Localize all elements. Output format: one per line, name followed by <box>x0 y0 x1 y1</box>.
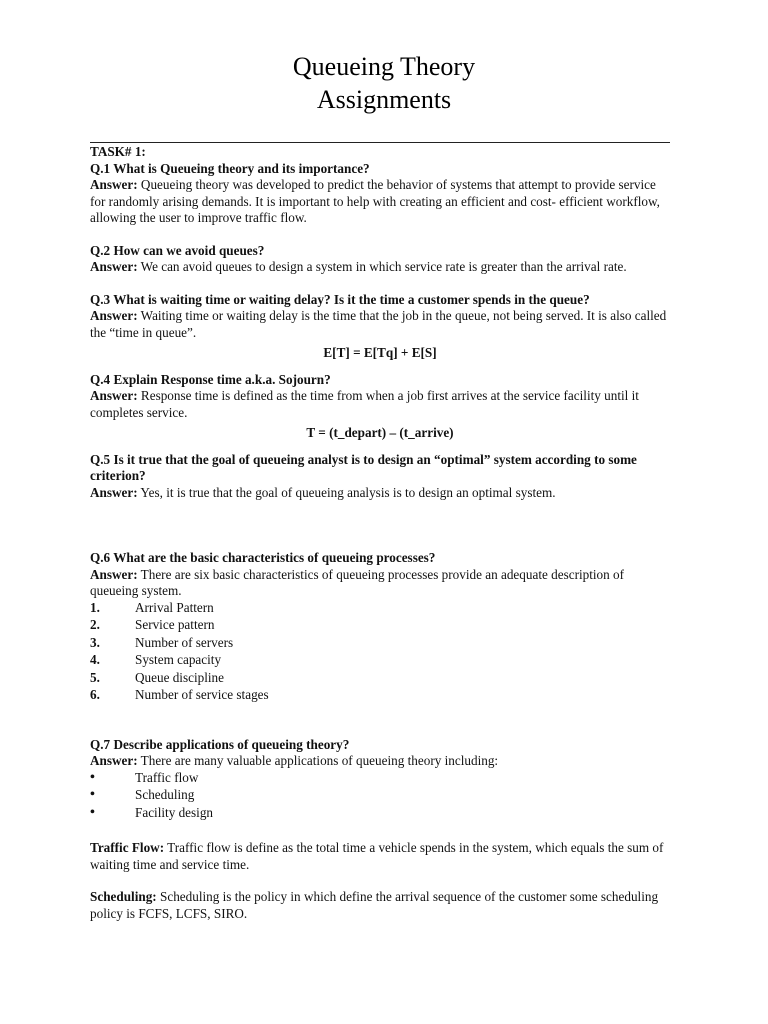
list-item <box>90 652 670 670</box>
q3-answer-label: Answer: <box>90 308 138 323</box>
traffic-flow-text: Traffic flow is define as the total time a vehicle spends in the system, which equals the sum of waiting time and service time. <box>90 840 664 872</box>
bullet-icon: • <box>90 769 95 785</box>
list-item <box>90 600 670 618</box>
list-item <box>90 787 670 805</box>
list-item-text: Scheduling <box>135 787 195 802</box>
traffic-flow-paragraph <box>90 840 670 873</box>
list-item <box>90 670 670 688</box>
q7-answer <box>90 753 670 770</box>
list-item <box>90 687 670 705</box>
q7-answer-text: There are many valuable applications of queueing theory including: <box>137 753 499 768</box>
q1-answer-label: Answer: <box>90 177 138 192</box>
q5-question: Q.5 Is it true that the goal of queueing analyst is to design an “optimal” system according to some criterion? <box>90 451 637 483</box>
list-item <box>90 617 670 635</box>
list-number: 6. <box>90 687 100 702</box>
list-item-text: System capacity <box>135 652 222 667</box>
q3-question: Q.3 What is waiting time or waiting delay? Is it the time a customer spends in the queue? <box>90 291 590 307</box>
q3-formula: E[T] = E[Tq] + E[S] <box>323 345 437 360</box>
q5-answer-label: Answer: <box>90 484 138 500</box>
q4-answer <box>90 388 670 421</box>
page-title <box>0 50 768 116</box>
q1-answer-text: Queueing theory was developed to predict the behavior of systems that attempt to provide service for randomly arising demands. It is important to help with creating an efficient and cost- efficient workflow, allowing the user to improve traffic flow. <box>90 177 660 225</box>
list-number: 4. <box>90 652 100 667</box>
q2-answer-text: We can avoid queues to design a system in which service rate is greater than the arrival rate. <box>137 259 627 274</box>
q1-answer <box>90 177 670 227</box>
title-line-1: Queueing Theory <box>292 52 476 81</box>
list-item-text: Arrival Pattern <box>135 599 214 615</box>
horizontal-rule <box>90 142 670 143</box>
list-item-text: Service pattern <box>135 617 215 632</box>
q5-answer <box>90 485 670 502</box>
scheduling-paragraph <box>90 889 670 922</box>
q7-answer-label: Answer: <box>90 753 138 768</box>
q4-answer-text: Response time is defined as the time from when a job first arrives at the service facility until it completes service. <box>90 388 639 420</box>
traffic-flow-label: Traffic Flow: <box>90 840 165 855</box>
q6-answer <box>90 567 670 600</box>
q6-question: Q.6 What are the basic characteristics of queueing processes? <box>90 550 436 565</box>
title-line-2: Assignments <box>316 85 452 114</box>
q1-question: Q.1 What is Queueing theory and its importance? <box>90 160 370 176</box>
list-item-text: Queue discipline <box>135 669 224 685</box>
q2-answer-label: Answer: <box>90 259 138 274</box>
list-item <box>90 770 670 788</box>
q7-question: Q.7 Describe applications of queueing theory? <box>90 736 350 752</box>
q3-answer-text: Waiting time or waiting delay is the time that the job in the queue, not being served. It is also called the “time in queue”. <box>90 308 667 340</box>
list-number: 5. <box>90 669 100 685</box>
bullet-icon: • <box>90 787 95 802</box>
document-body <box>90 144 670 922</box>
q2-answer <box>90 259 670 276</box>
list-number: 1. <box>90 599 100 615</box>
bullet-icon: • <box>90 804 95 820</box>
q7-applications-list <box>90 770 670 823</box>
q3-answer <box>90 308 670 341</box>
list-item-text: Number of servers <box>135 634 234 650</box>
list-item-text: Facility design <box>135 804 214 820</box>
scheduling-label: Scheduling: <box>90 889 157 904</box>
list-item-text: Traffic flow <box>135 769 199 785</box>
q4-answer-label: Answer: <box>90 388 138 403</box>
q2-question: Q.2 How can we avoid queues? <box>90 242 265 258</box>
scheduling-text: Scheduling is the policy in which define the arrival sequence of the customer some scheduling policy is FCFS, LCFS, SIRO. <box>90 889 659 921</box>
q6-answer-text: There are six basic characteristics of queueing processes provide an adequate description of queueing system. <box>90 566 625 598</box>
list-item <box>90 805 670 823</box>
q5-answer-text: Yes, it is true that the goal of queueing analysis is to design an optimal system. <box>137 484 556 500</box>
list-number: 3. <box>90 634 100 650</box>
q4-question: Q.4 Explain Response time a.k.a. Sojourn? <box>90 371 331 387</box>
q4-formula: T = (t_depart) – (t_arrive) <box>306 425 454 440</box>
list-item-text: Number of service stages <box>135 687 269 702</box>
task-heading: TASK# 1: <box>90 144 146 159</box>
q6-answer-label: Answer: <box>90 566 138 582</box>
q6-characteristics-list <box>90 600 670 705</box>
list-number: 2. <box>90 617 100 632</box>
list-item <box>90 635 670 653</box>
